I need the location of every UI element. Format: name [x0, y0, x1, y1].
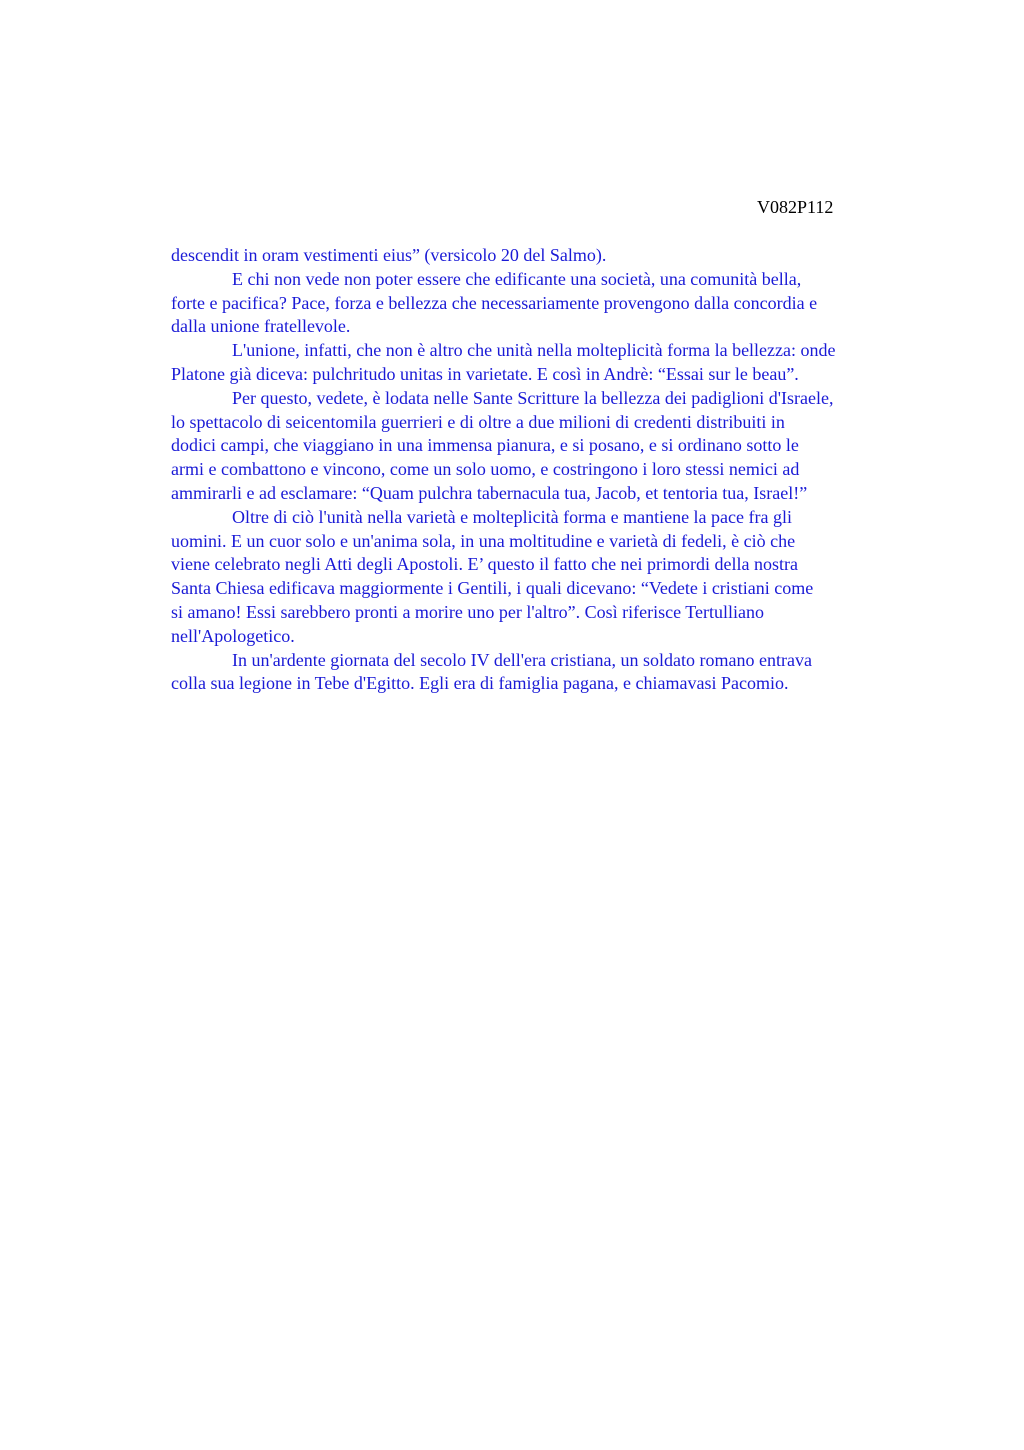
body-text	[171, 244, 931, 696]
text-line: dodici campi, che viaggiano in una immensa pianura, e si posano, e si ordinano sotto le	[171, 435, 799, 456]
text-line: Per questo, vedete, è lodata nelle Sante Scritture la bellezza dei padiglioni d'Israele,	[232, 387, 834, 408]
text-line: descendit in oram vestimenti eius” (versicolo 20 del Salmo).	[171, 245, 607, 265]
text-line: forte e pacifica? Pace, forza e bellezza che necessariamente provengono dalla concordia e	[171, 292, 818, 313]
text-line: lo spettacolo di seicentomila guerrieri e di oltre a due milioni di credenti distribuiti in	[171, 411, 785, 432]
text-line: Oltre di ciò l'unità nella varietà e molteplicità forma e mantiene la pace fra gli	[232, 506, 792, 527]
text-line: armi e combattono e vincono, come un solo uomo, e costringono i loro stessi nemici ad	[171, 459, 800, 480]
text-line: dalla unione fratellevole.	[171, 316, 351, 337]
text-line: Santa Chiesa edificava maggiormente i Gentili, i quali dicevano: “Vedete i cristiani come	[171, 578, 814, 599]
text-line: ammirarli e ad esclamare: “Quam pulchra tabernacula tua, Jacob, et tentoria tua, Israel!”	[171, 482, 808, 503]
text-line: viene celebrato negli Atti degli Apostoli. E’ questo il fatto che nei primordi della nostra	[171, 554, 799, 575]
text-line: nell'Apologetico.	[171, 625, 295, 646]
text-line: si amano! Essi sarebbero pronti a morire uno per l'altro”. Così riferisce Tertulliano	[171, 601, 764, 622]
text-line: E chi non vede non poter essere che edificante una società, una comunità bella,	[232, 268, 802, 289]
text-line: L'unione, infatti, che non è altro che unità nella molteplicità forma la bellezza: onde	[232, 340, 836, 361]
text-line: colla sua legione in Tebe d'Egitto. Egli era di famiglia pagana, e chiamavasi Pacomio.	[171, 673, 789, 694]
text-line: In un'ardente giornata del secolo IV dell'era cristiana, un soldato romano entrava	[232, 649, 812, 670]
page-code: V082P112	[757, 197, 834, 217]
text-line: Platone già diceva: pulchritudo unitas in varietate. E così in Andrè: “Essai sur le beau”.	[171, 363, 799, 384]
text-line: uomini. E un cuor solo e un'anima sola, in una moltitudine e varietà di fedeli, è ciò che	[171, 530, 796, 551]
